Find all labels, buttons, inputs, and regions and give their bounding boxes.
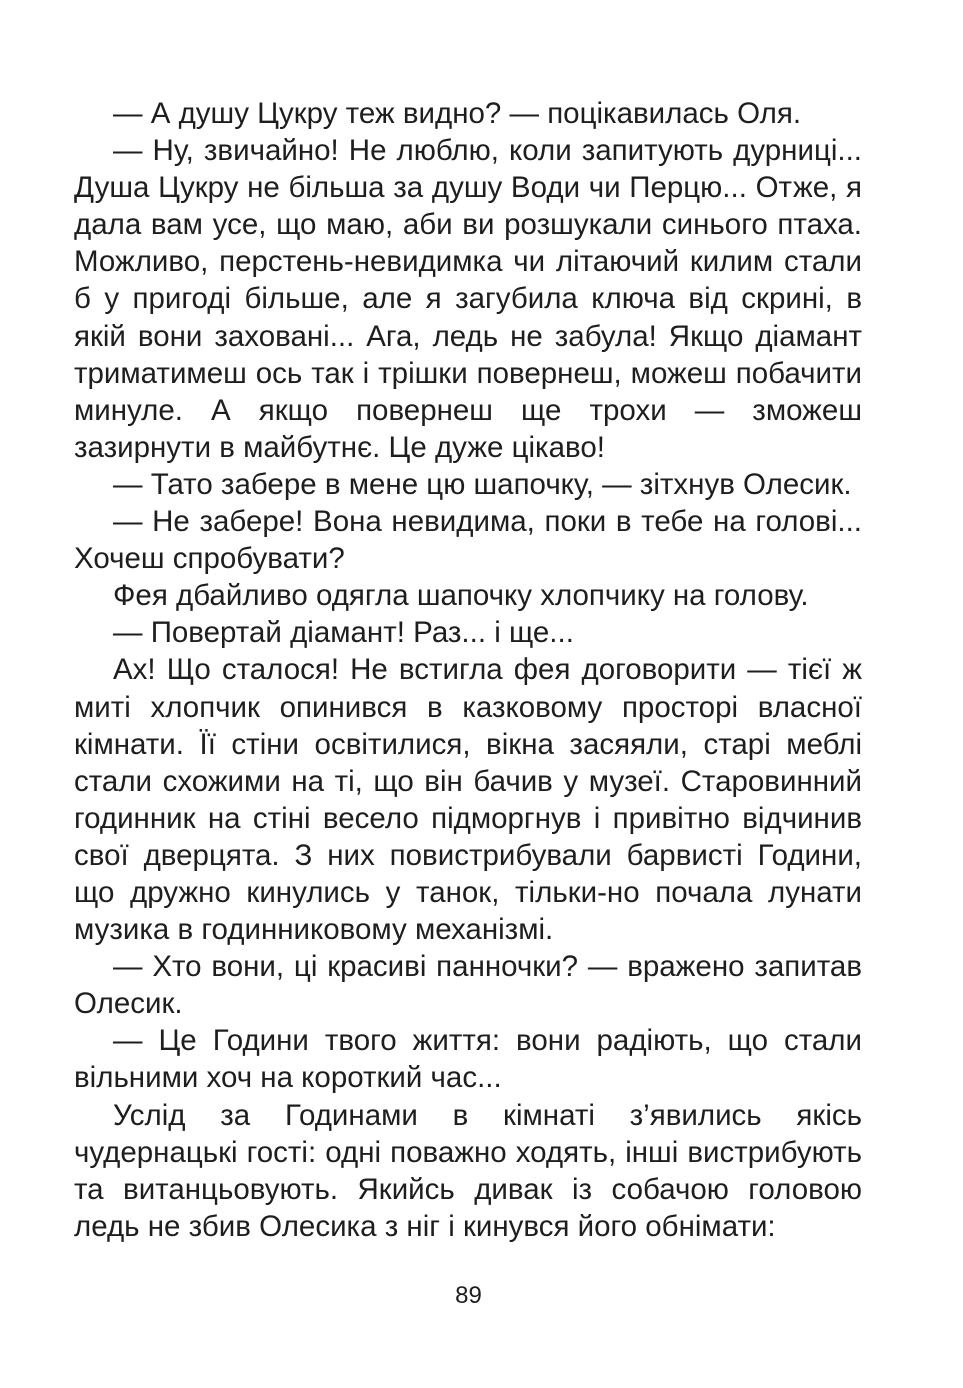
paragraph-7: Ах! Що сталося! Не встигла фея договорити — тієї ж миті хлопчик опинився в казковому просторі власної кімнати. Її стіни освітилися, вікна засяяли, старі меблі стали схожими на ті, що він бачив у музеї. Старовинний годинник на стіні весело підморгнув і привітно відчинив свої дверцята. З них повистрибували барвисті Години, що дружно кинулись у танок, тільки-но почала лунати музика в годинниковому механізмі. <box>74 653 862 947</box>
paragraph-1: — А душу Цукру теж видно? — поцікавилась Оля. <box>113 97 802 130</box>
paragraph-6: — Повертай діамант! Раз... і ще... <box>113 616 574 650</box>
paragraph-3: — Тато забере в мене цю шапочку, — зітхнув Олесик. <box>113 467 852 501</box>
paragraph-10: Услід за Годинами в кімнаті з’явились якісь чудернацькі гості: одні поважно ходять, інші вистрибують та витанцьовують. Якийсь дивак із собачою головою ледь не збив Олесика з ніг і кинувся його обнімати: <box>74 1098 862 1243</box>
page-number: 89 <box>455 1282 482 1309</box>
paragraph-5: Фея дбайливо одягла шапочку хлопчику на голову. <box>113 579 809 613</box>
paragraph-9: — Це Години твого життя: вони радіють, що стали вільними хоч на короткий час... <box>74 1024 862 1095</box>
paragraph-8: — Хто вони, ці красиві панночки? — вражено запитав Олесик. <box>74 950 862 1021</box>
paragraph-4: — Не забере! Вона невидима, поки в тебе на голові... Хочеш спробувати? <box>74 505 862 576</box>
paragraph-2: — Ну, звичайно! Не люблю, коли запитують дурниці... Душа Цукру не більша за душу Води чи Перцю... Отже, я дала вам усе, що маю, аби ви розшукали синього птаха. Можливо, перстень-невидимка чи літаючий килим стали б у пригоді більше, але я загубила ключа від скрині, в якій вони заховані... Ага, ледь не забула! Якщо діамант триматимеш ось так і трішки повернеш, можеш побачити минуле. А якщо повернеш ще трохи — зможеш зазирнути в майбутнє. Це дуже цікаво! <box>74 134 862 464</box>
body-text <box>74 95 862 1245</box>
